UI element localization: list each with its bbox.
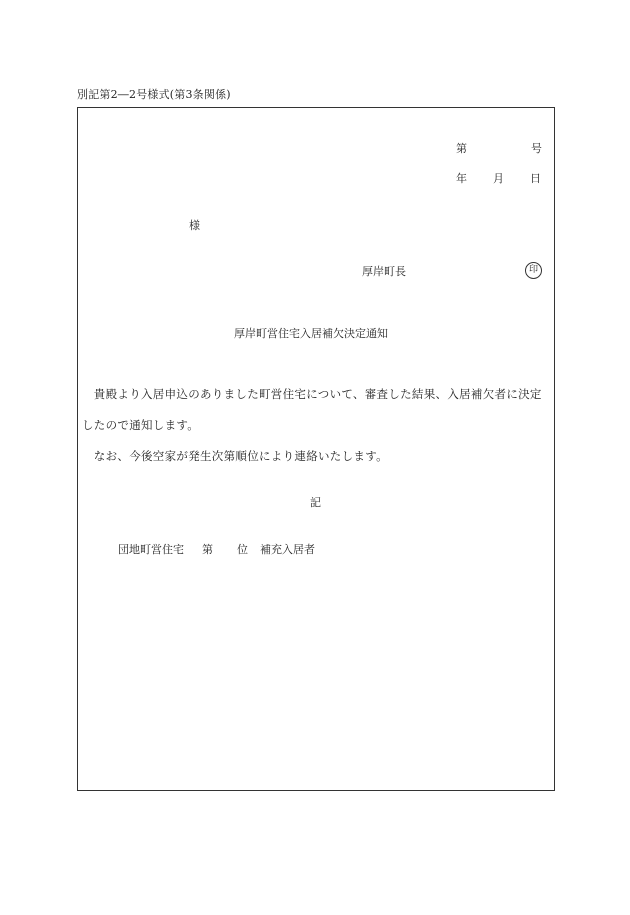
seal-icon: 印 bbox=[525, 262, 542, 279]
paragraph-line-2: したので通知します。 bbox=[82, 418, 200, 432]
paragraph-line-1: 貴殿より入居申込のありました町営住宅について、審査した結果、入居補欠者に決定 bbox=[82, 387, 542, 401]
date-month: 月 bbox=[493, 172, 504, 185]
detail-status: 補充入居者 bbox=[260, 543, 315, 556]
form-caption: 別記第2―2号様式(第3条関係) bbox=[77, 88, 231, 101]
detail-rank-suffix: 位 bbox=[237, 543, 248, 556]
number-suffix: 号 bbox=[531, 142, 542, 155]
number-prefix: 第 bbox=[456, 142, 467, 155]
ki-heading: 記 bbox=[310, 496, 321, 509]
document-title: 厚岸町営住宅入居補欠決定通知 bbox=[234, 327, 388, 340]
detail-housing: 団地町営住宅 bbox=[118, 543, 184, 556]
date-day: 日 bbox=[530, 172, 541, 185]
paragraph-line-3: なお、今後空家が発生次第順位により連絡いたします。 bbox=[82, 449, 388, 463]
date-year: 年 bbox=[456, 172, 467, 185]
sender-title: 厚岸町長 bbox=[362, 265, 406, 278]
document-frame bbox=[77, 107, 555, 791]
detail-rank-prefix: 第 bbox=[202, 543, 213, 556]
addressee-suffix: 様 bbox=[189, 219, 200, 232]
